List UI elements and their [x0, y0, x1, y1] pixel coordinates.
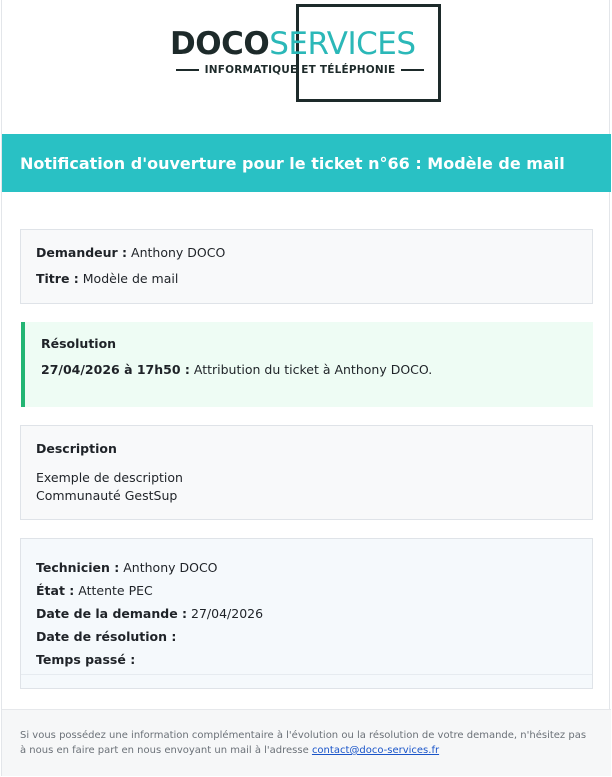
- description-line-2: Communauté GestSup: [36, 488, 178, 503]
- title-row: [36, 271, 178, 286]
- request-date-row: [36, 606, 263, 621]
- request-date-value: 27/04/2026: [191, 606, 264, 621]
- requester-value: Anthony DOCO: [131, 245, 226, 260]
- details-divider: [21, 674, 592, 675]
- requester-row: [36, 245, 225, 260]
- time-spent-label: Temps passé :: [36, 652, 136, 667]
- footer-note: [2, 709, 611, 776]
- resolution-heading-text: Résolution: [41, 336, 117, 351]
- details-card: [20, 538, 593, 689]
- logo: [170, 26, 416, 62]
- title-label: Titre :: [36, 271, 79, 286]
- logo-line-right: [401, 69, 424, 71]
- description-line-1: Exemple de description: [36, 470, 183, 485]
- title-value: Modèle de mail: [82, 271, 179, 286]
- resolution-entry: [41, 362, 432, 377]
- description-heading: [36, 441, 117, 456]
- logo-area: [2, 0, 611, 134]
- summary-card: [20, 229, 593, 304]
- resolution-entry-text: Attribution du ticket à Anthony DOCO.: [193, 362, 433, 377]
- logo-tagline: INFORMATIQUE ET TÉLÉPHONIE: [204, 64, 396, 76]
- logo-brand-light: SERVICES: [269, 26, 416, 62]
- resolution-date-label: Date de résolution :: [36, 629, 177, 644]
- resolution-date-row: [36, 629, 176, 644]
- state-value: Attente PEC: [78, 583, 153, 598]
- email-frame: [1, 0, 610, 776]
- state-row: [36, 583, 153, 598]
- logo-tagline-row: [176, 62, 424, 78]
- requester-label: Demandeur :: [36, 245, 128, 260]
- contact-email-link[interactable]: contact@doco-services.fr: [311, 745, 440, 756]
- notification-header: [2, 134, 611, 192]
- notification-title: Notification d'ouverture pour le ticket n°66 : Modèle de mail: [20, 153, 565, 173]
- resolution-card: [21, 322, 593, 407]
- technician-value: Anthony DOCO: [123, 560, 218, 575]
- resolution-entry-time: 27/04/2026 à 17h50 :: [41, 362, 190, 377]
- description-heading-text: Description: [36, 441, 117, 456]
- technician-label: Technicien :: [36, 560, 120, 575]
- description-card: [20, 425, 593, 520]
- resolution-heading: [41, 336, 116, 351]
- state-label: État :: [36, 583, 75, 598]
- logo-line-left: [176, 69, 199, 71]
- time-spent-row: [36, 652, 135, 667]
- request-date-label: Date de la demande :: [36, 606, 188, 621]
- footer-text: Si vous possédez une information complémentaire à l'évolution ou la résolution de votre demande, n'hésitez pas à nous en faire part en nous envoyant un mail à l'adresse: [20, 730, 587, 756]
- technician-row: [36, 560, 218, 575]
- logo-brand-dark: DOCO: [170, 26, 270, 62]
